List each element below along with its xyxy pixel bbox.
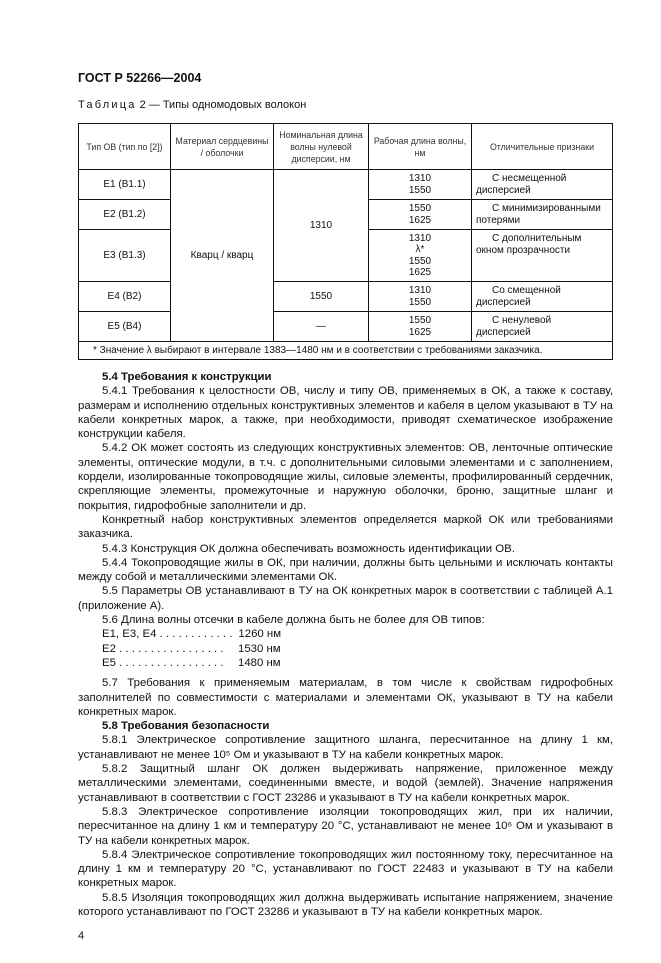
table-caption: [78, 98, 613, 112]
wavelengths: 1550 1625: [369, 312, 472, 342]
document-page: [78, 0, 613, 963]
table-header-row: [79, 124, 613, 170]
material-cell: Кварц / кварц: [171, 170, 274, 342]
feature: С ненулевой дисперсией: [472, 312, 613, 342]
wavelengths: 1310 1550: [369, 282, 472, 312]
column-header: Номинальная длина волны нулевой дисперсии, нм: [274, 124, 369, 170]
paragraph: 5.8.5 Изоляция токопроводящих жил должна выдерживать испытание напряжением, значение которого устанавливают по ГОСТ 23286 и указывают в ТУ на кабели конкретных марок.: [78, 891, 613, 918]
paragraph: 5.5 Параметры ОВ устанавливают в ТУ на ОК конкретных марок в соответствии с таблицей А.1 (приложение А).: [78, 585, 613, 612]
paragraph: 5.8.1 Электрическое сопротивление защитного шланга, пересчитанное на длину 1 км, устанавливают не менее 10⁵ Ом и указывают в ТУ на кабели конкретных марок.: [78, 734, 613, 761]
column-header: Тип ОВ (тип по [2]): [79, 124, 171, 170]
fiber-type: E1 (B1.1): [79, 170, 171, 200]
zero-dispersion-cell: —: [274, 312, 369, 342]
list-item: E1, E3, E4 . . . . . . . . . . . . 1260 нм: [102, 628, 282, 641]
paragraph: 5.4.4 Токопроводящие жилы в ОК, при наличии, должны быть цельными и исключать контакты между собой и металлическими элементами ОК.: [78, 556, 613, 584]
page-number: 4: [78, 930, 85, 943]
cutoff-list: [102, 627, 613, 670]
paragraph: 5.6 Длина волны отсечки в кабеле должна быть не более для ОВ типов:: [102, 614, 485, 627]
feature: С минимизированными потерями: [472, 200, 613, 230]
feature: Со смещенной дисперсией: [472, 282, 613, 312]
fiber-types-table: [78, 123, 613, 360]
feature: С дополнительным окном прозрачности: [472, 230, 613, 282]
feature: С несмещенной дисперсией: [472, 170, 613, 200]
paragraph: 5.4.3 Конструкция ОК должна обеспечивать возможность идентификации ОВ.: [102, 542, 515, 555]
list-item: E2 . . . . . . . . . . . . . . . . . 1530 нм: [102, 642, 281, 655]
table-footnote-row: [79, 342, 613, 360]
table-row: [79, 170, 613, 200]
table-row: [79, 312, 613, 342]
fiber-type: E4 (B2): [79, 282, 171, 312]
zero-dispersion-cell: 1550: [274, 282, 369, 312]
section-heading: 5.8 Требования безопасности: [102, 720, 270, 733]
wavelengths: 1310 λ* 1550 1625: [369, 230, 472, 282]
paragraph: 5.8.2 Защитный шланг ОК должен выдерживать напряжение, приложенное между металлическими элементами, соединенными вместе, и водой (землей). Значение напряжения устанавливают в соответствии с ГОСТ 23286 и указывают в ТУ на кабели конкретных марок.: [78, 763, 613, 804]
fiber-type: E2 (B1.2): [79, 200, 171, 230]
paragraph: 5.7 Требования к применяемым материалам, в том числе к свойствам гидрофобных заполнителей по совместимости с материалами и элементами ОК, указывают в ТУ на кабели конкретных марок.: [78, 677, 613, 718]
table-footnote: * Значение λ выбирают в интервале 1383—1480 нм и в соответствии с требованиями заказчика.: [79, 342, 613, 360]
fiber-type: E5 (B4): [79, 312, 171, 342]
table-row: [79, 282, 613, 312]
column-header: Рабочая длина волны, нм: [369, 124, 472, 170]
paragraph: 5.4.1 Требования к целостности ОВ, числу и типу ОВ, применяемых в ОК, а также к составу, размерам и исполнению отдельных конструктивных элементов и кабеля в целом указывают в ТУ на кабели конкретных марок, а также, при необходимости, приводят схематическое изображение конструкции кабеля.: [78, 385, 613, 441]
fiber-type: E3 (B1.3): [79, 230, 171, 282]
document-body: [78, 370, 613, 919]
section-heading: 5.4 Требования к конструкции: [102, 371, 272, 383]
paragraph: 5.4.2 ОК может состоять из следующих конструктивных элементов: ОВ, ленточные оптические элементы, оптические модули, в т.ч. с дополнительными силовыми элементами и с заполнением, кордели, изолированные токопроводящие жилы, силовые элементы, профилированный сердечник, скрепляющие элементы, промежуточные и наружную оболочки, броню, защитные шланг и покрытия, гидрофобные заполнители и др.: [78, 442, 613, 512]
paragraph: 5.8.3 Электрическое сопротивление изоляции токопроводящих жил, при их наличии, пересчитанное на длину 1 км и температуру 20 °С, устанавливают не менее 10⁶ Ом и указывают в ТУ на кабели конкретных марок.: [78, 805, 613, 847]
wavelengths: 1550 1625: [369, 200, 472, 230]
table-caption-label: Таблица: [78, 99, 137, 111]
wavelengths: 1310 1550: [369, 170, 472, 200]
table-caption-title: 2 — Типы одномодовых волокон: [136, 99, 307, 111]
paragraph: 5.8.4 Электрическое сопротивление токопроводящих жил постоянному току, пересчитанное на длину 1 км и температуру 20 °С, устанавливают по ГОСТ 22483 и указывают в ТУ на кабели конкретных марок.: [78, 848, 613, 890]
list-item: E5 . . . . . . . . . . . . . . . . . 1480 нм: [102, 656, 281, 669]
zero-dispersion-cell: 1310: [274, 170, 369, 282]
document-id: ГОСТ Р 52266—2004: [78, 71, 202, 85]
paragraph: Конкретный набор конструктивных элементов определяется маркой ОК или требованиями заказчика.: [78, 513, 613, 541]
column-header: Материал сердцевины / оболочки: [171, 124, 274, 170]
column-header: Отличительные признаки: [472, 124, 613, 170]
